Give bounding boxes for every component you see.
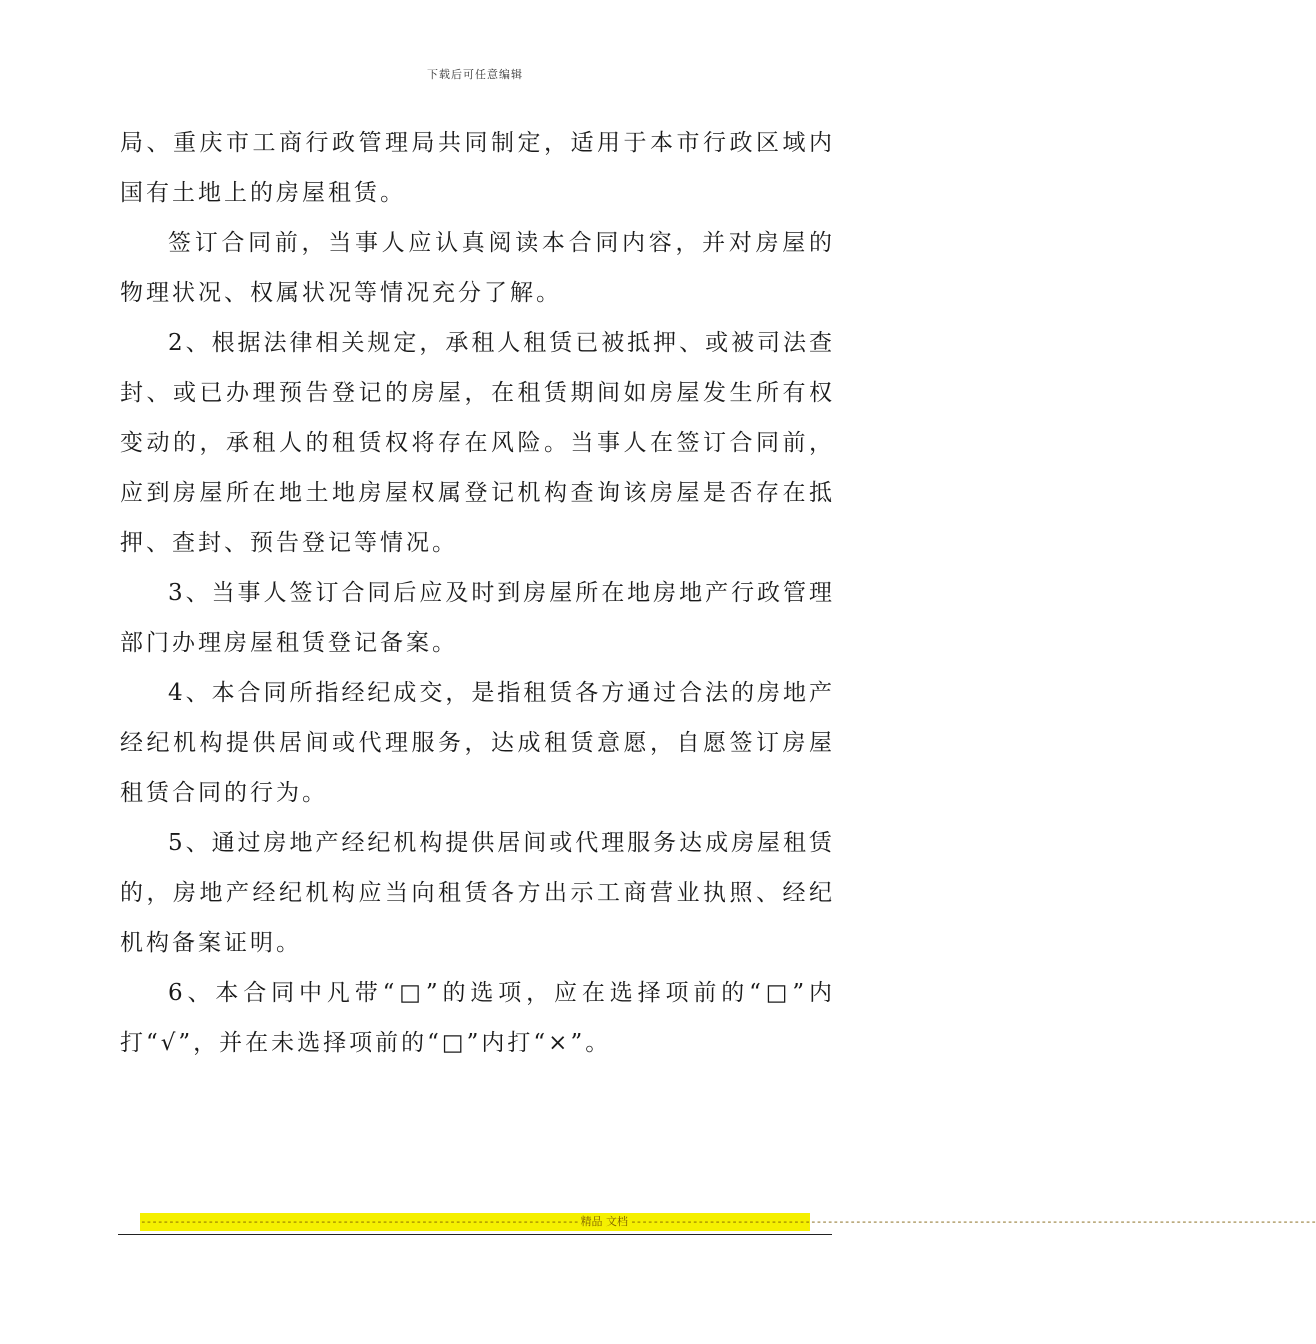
body-line: 5、通过房地产经纪机构提供居间或代理服务达成房屋租赁	[168, 830, 832, 856]
footer-label: 精品 文档	[580, 1215, 629, 1228]
body-line: 签订合同前，当事人应认真阅读本合同内容，并对房屋的	[168, 230, 832, 256]
body-line: 3、当事人签订合同后应及时到房屋所在地房地产行政管理	[168, 580, 832, 606]
body-line: 应到房屋所在地土地房屋权属登记机构查询该房屋是否存在抵	[120, 480, 832, 506]
body-line: 物理状况、权属状况等情况充分了解。	[120, 280, 562, 306]
body-line: 国有土地上的房屋租赁。	[120, 180, 406, 206]
body-line: 租赁合同的行为。	[120, 780, 328, 806]
body-line: 经纪机构提供居间或代理服务，达成租赁意愿，自愿签订房屋	[120, 730, 832, 756]
body-line: 局、重庆市工商行政管理局共同制定，适用于本市行政区域内	[120, 130, 832, 156]
body-line: 的，房地产经纪机构应当向租赁各方出示工商营业执照、经纪	[120, 880, 832, 906]
footer-dashes-left: ------------------------------------------------------------------------------	[140, 1215, 579, 1228]
footer-rule	[118, 1234, 832, 1235]
document-body	[120, 118, 832, 1068]
body-line: 4、本合同所指经纪成交，是指租赁各方通过合法的房地产	[168, 680, 832, 706]
header-note: 下载后可任意编辑	[427, 68, 523, 81]
footer-dashes-right: --------------------------------------------------------------------------------------------------------------------------	[630, 1215, 1316, 1228]
body-line: 2、根据法律相关规定，承租人租赁已被抵押、或被司法查	[168, 330, 832, 356]
body-line: 押、查封、预告登记等情况。	[120, 530, 458, 556]
body-line: 部门办理房屋租赁登记备案。	[120, 630, 458, 656]
footer-banner	[140, 1213, 1316, 1231]
body-line: 变动的，承租人的租赁权将存在风险。当事人在签订合同前，	[120, 430, 832, 456]
body-line: 6、本合同中凡带“□”的选项，应在选择项前的“□”内	[168, 980, 832, 1006]
body-line: 封、或已办理预告登记的房屋，在租赁期间如房屋发生所有权	[120, 380, 832, 406]
body-line: 机构备案证明。	[120, 930, 302, 956]
body-line: 打“√”，并在未选择项前的“□”内打“×”。	[120, 1030, 612, 1056]
